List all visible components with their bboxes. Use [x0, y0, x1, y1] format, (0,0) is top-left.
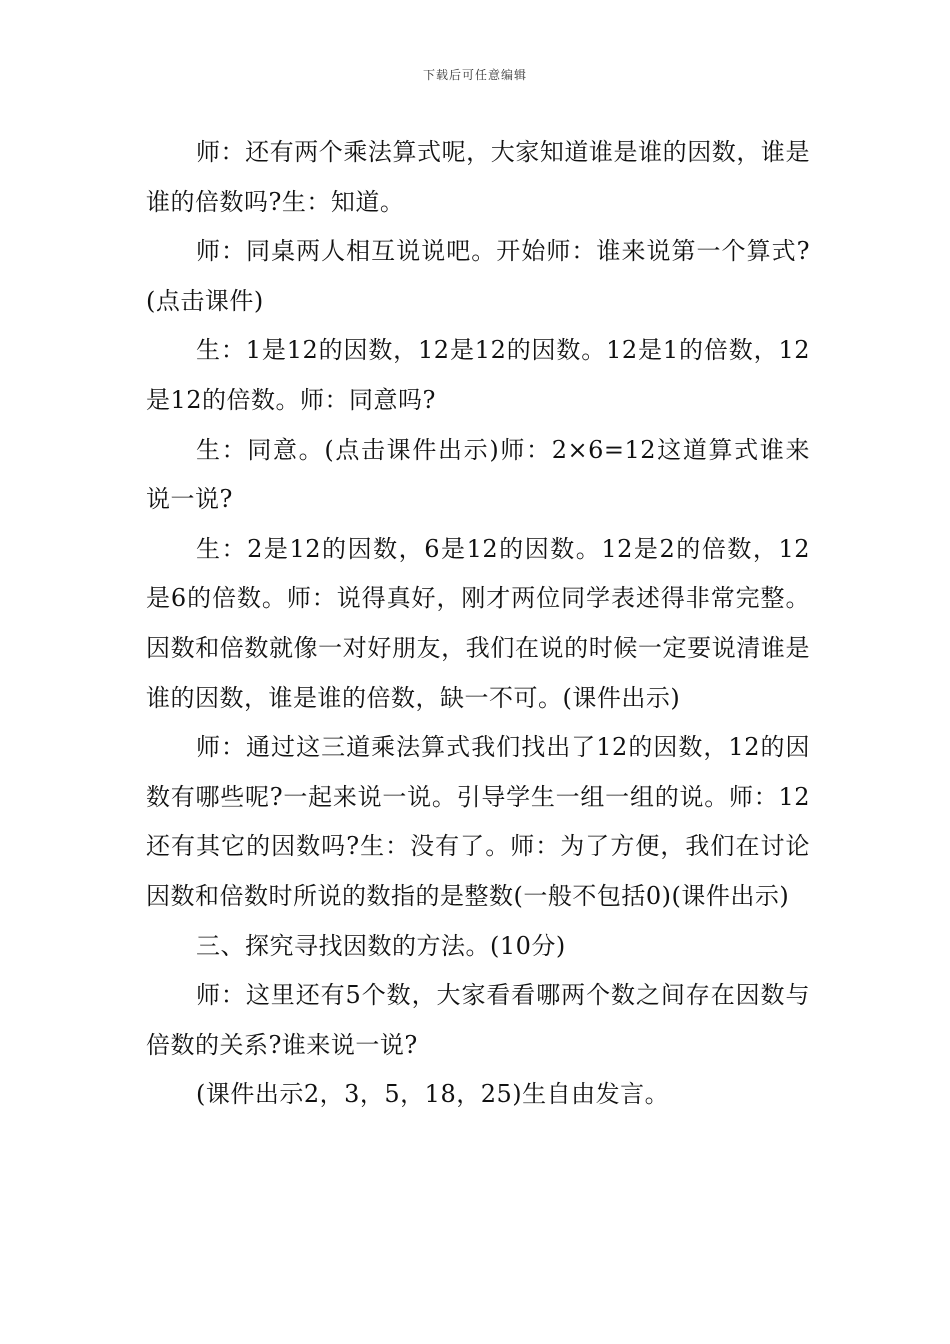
paragraph: 生：同意。(点击课件出示)师：2×6=12这道算式谁来说一说?	[146, 435, 810, 514]
paragraph: 师：同桌两人相互说说吧。开始师：谁来说第一个算式?(点击课件)	[146, 237, 810, 315]
paragraph: 师：这里还有5个数，大家看看哪两个数之间存在因数与倍数的关系?谁来说一说?	[146, 981, 810, 1059]
paragraph: 师：通过这三道乘法算式我们找出了12的因数，12的因数有哪些呢?一起来说一说。引导学生一组一组的说。师：12还有其它的因数吗?生：没有了。师：为了方便，我们在讨论因数和倍数时所说的数指的是整数(一般不包括0)(课件出示)	[146, 733, 810, 910]
document-body	[146, 128, 810, 1120]
paragraph: 生：2是12的因数，6是12的因数。12是2的倍数，12是6的倍数。师：说得真好，刚才两位同学表述得非常完整。因数和倍数就像一对好朋友，我们在说的时候一定要说清谁是谁的因数，谁是谁的倍数，缺一不可。(课件出示)	[146, 534, 810, 712]
paragraph: (课件出示2，3，5，18，25)生自由发言。	[196, 1080, 670, 1109]
paragraph: 生：1是12的因数，12是12的因数。12是1的倍数，12是12的倍数。师：同意吗?	[146, 336, 810, 414]
section-heading: 三、探究寻找因数的方法。(10分)	[196, 931, 566, 960]
page-header-note: 下载后可任意编辑	[422, 68, 527, 82]
paragraph: 师：还有两个乘法算式呢，大家知道谁是谁的因数，谁是谁的倍数吗?生：知道。	[146, 138, 810, 216]
